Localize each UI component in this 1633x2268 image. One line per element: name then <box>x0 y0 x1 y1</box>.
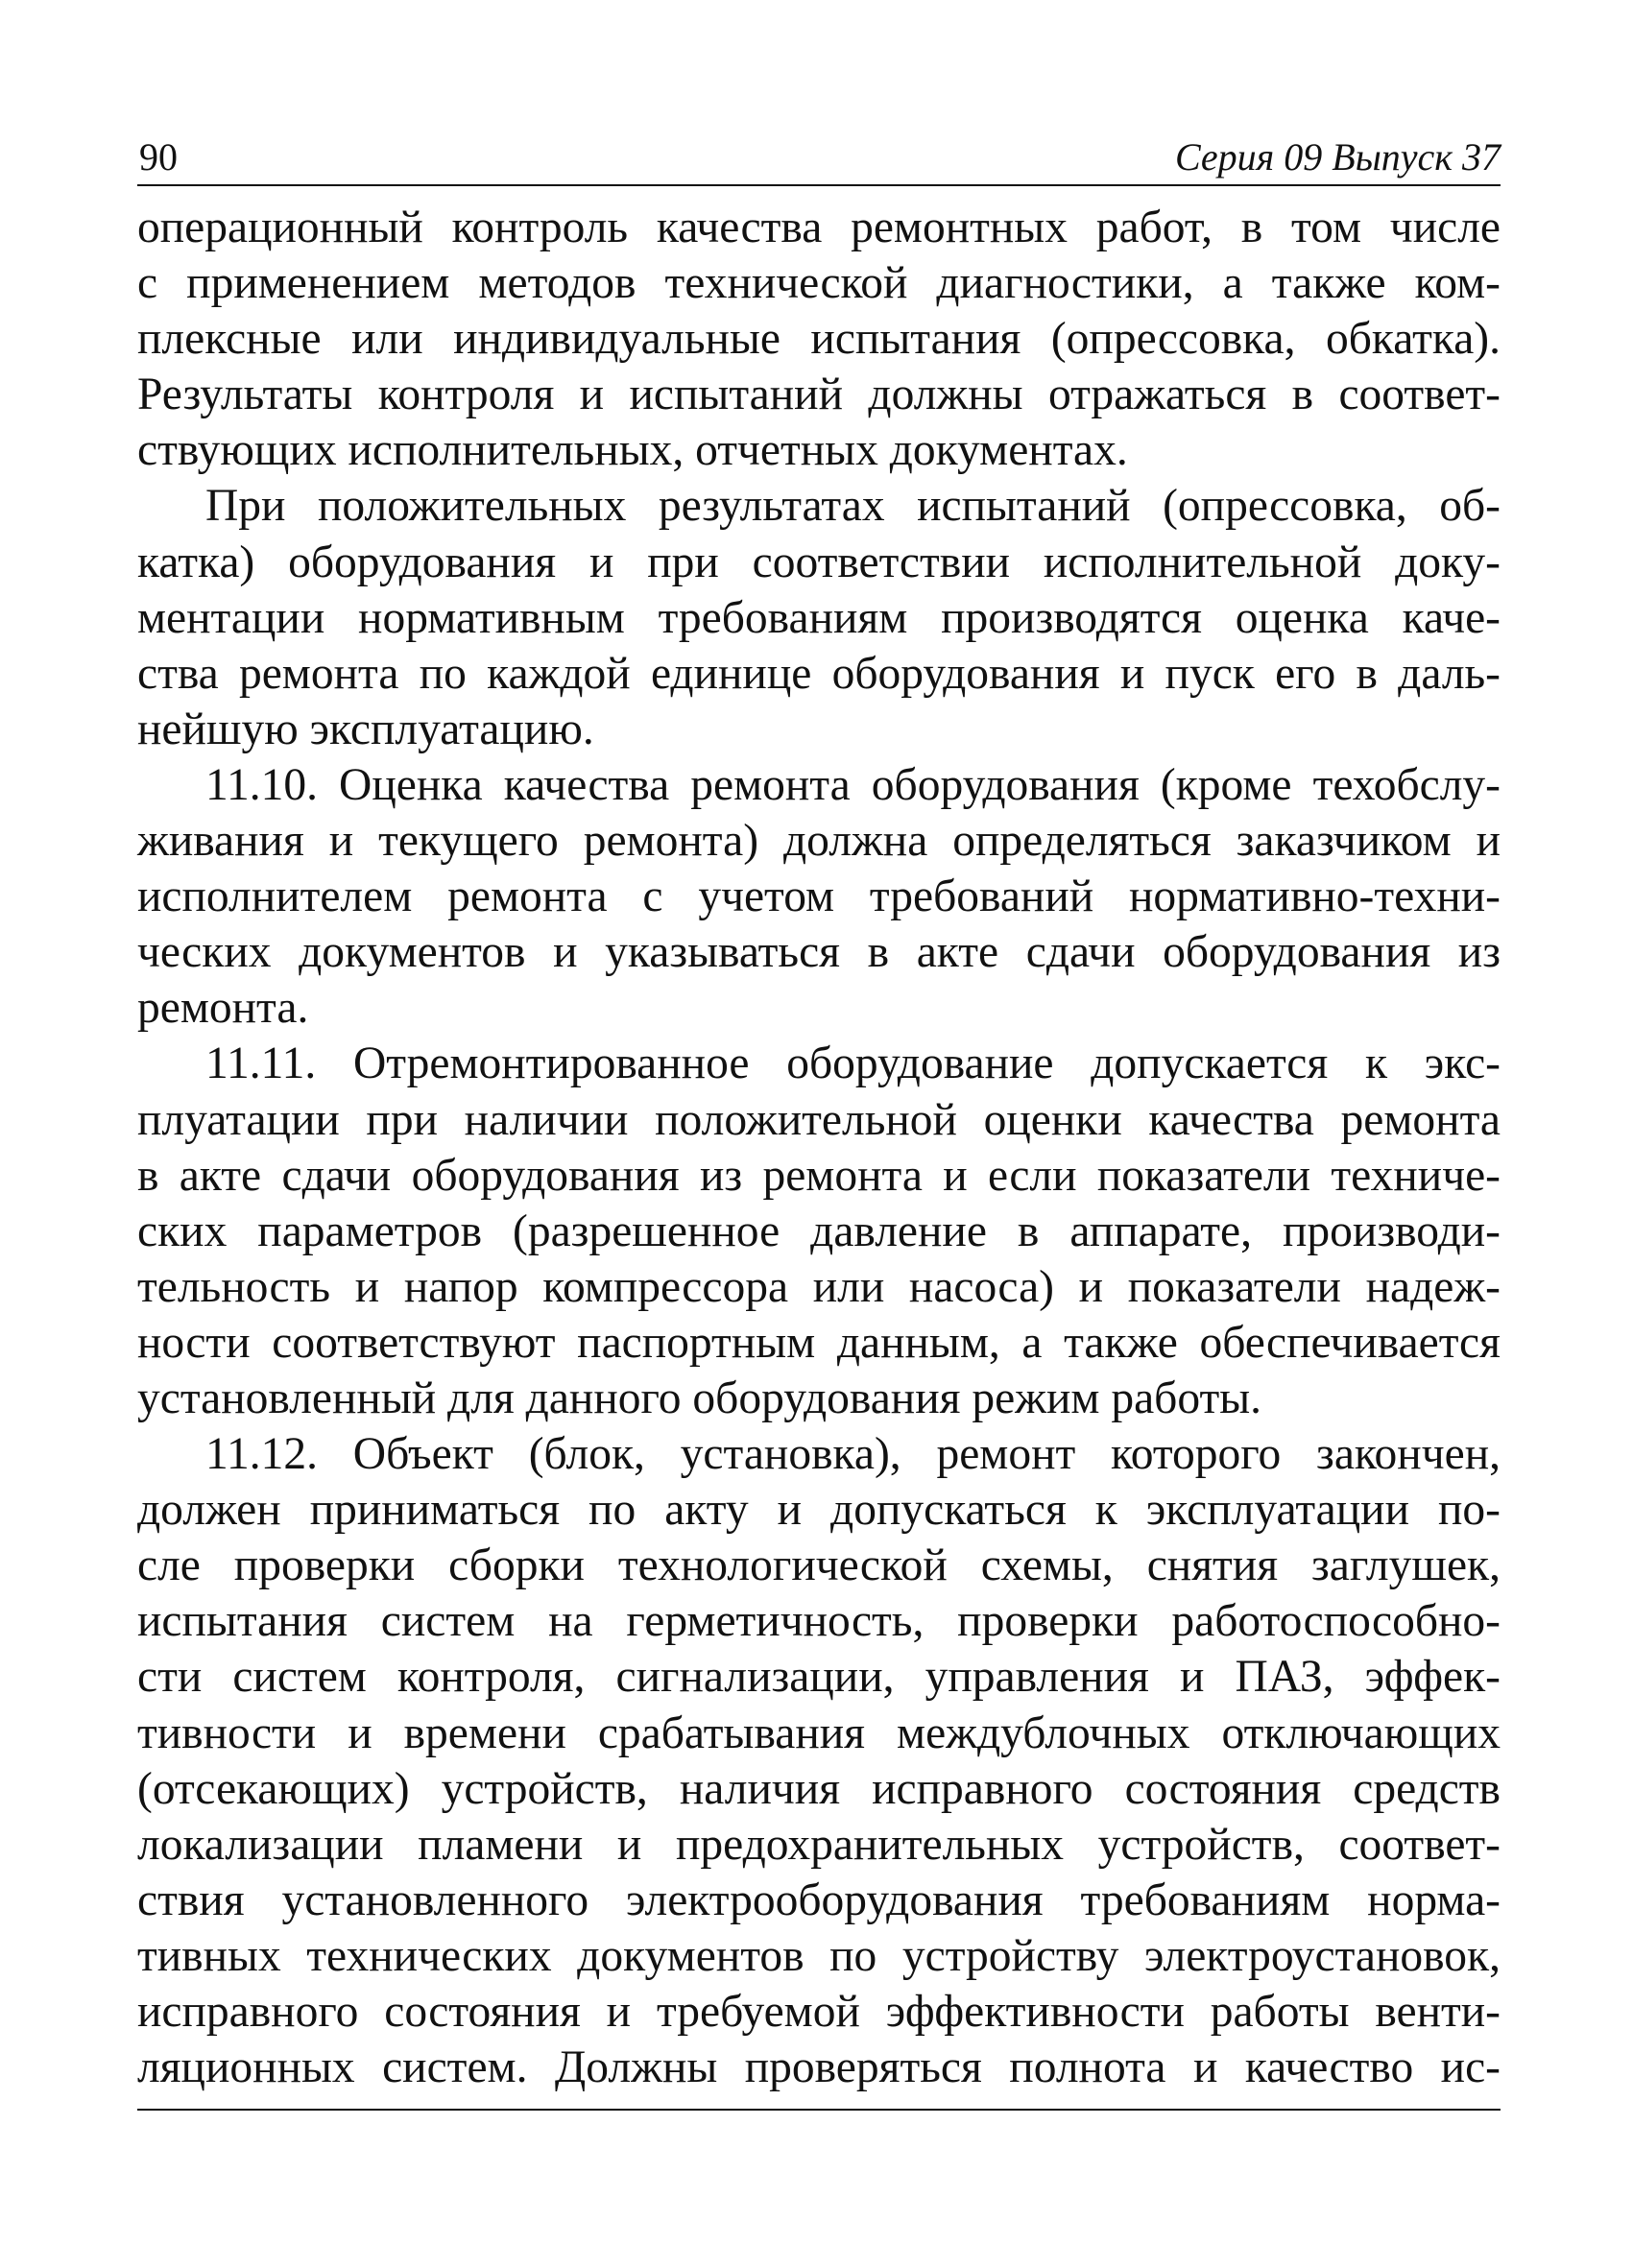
body-text <box>137 200 1501 2095</box>
text-line: ремонта. <box>137 983 309 1034</box>
text-line: сле проверки сборки технологической схемы, снятия заглушек, <box>137 1540 1501 1591</box>
text-line: испытания систем на герметичность, проверки работоспособно- <box>137 1596 1501 1647</box>
text-line: тельность и напор компрессора или насоса) и показатели надеж- <box>137 1261 1501 1312</box>
running-head <box>137 134 1501 184</box>
text-line: (отсекающих) устройств, наличия исправного состояния средств <box>137 1763 1501 1814</box>
text-line: в акте сдачи оборудования из ремонта и если показатели техниче- <box>137 1150 1501 1201</box>
text-line: плуатации при наличии положительной оценки качества ремонта <box>137 1094 1501 1145</box>
text-line: ляционных систем. Должны проверяться полнота и качество ис- <box>137 2042 1501 2093</box>
text-line: ческих документов и указываться в акте сдачи оборудования из <box>137 927 1501 978</box>
text-line: установленный для данного оборудования режим работы. <box>137 1373 1262 1423</box>
text-line: плексные или индивидуальные испытания (опрессовка, обкатка). <box>137 314 1501 365</box>
paragraph <box>137 200 1501 478</box>
text-line: ствующих исполнительных, отчетных документах. <box>137 425 1128 476</box>
text-line: тивности и времени срабатывания междублочных отключающих <box>137 1707 1501 1758</box>
text-line: исполнителем ремонта с учетом требований нормативно-техни- <box>137 871 1501 922</box>
text-line: нейшую эксплуатацию. <box>137 704 594 754</box>
text-line: локализации пламени и предохранительных устройств, соответ- <box>137 1819 1501 1870</box>
text-line: ства ремонта по каждой единице оборудования и пуск его в даль- <box>137 648 1501 699</box>
header-rule <box>137 184 1501 186</box>
paragraph <box>137 1426 1501 2095</box>
paragraph <box>137 757 1501 1036</box>
text-line: Результаты контроля и испытаний должны отражаться в соответ- <box>137 370 1501 420</box>
text-line: катка) оборудования и при соответствии исполнительной доку- <box>137 537 1501 587</box>
text-line: При положительных результатах испытаний (опрессовка, об- <box>205 481 1501 532</box>
text-line: ских параметров (разрешенное давление в аппарате, производи- <box>137 1206 1501 1256</box>
text-line: ствия установленного электрооборудования требованиям норма- <box>137 1874 1501 1925</box>
text-line: 11.10. Оценка качества ремонта оборудования (кроме техобслу- <box>205 759 1501 810</box>
text-line: исправного состояния и требуемой эффективности работы венти- <box>137 1987 1501 2037</box>
text-line: операционный контроль качества ремонтных работ, в том числе <box>137 203 1501 252</box>
text-line: 11.12. Объект (блок, установка), ремонт которого закончен, <box>205 1429 1501 1480</box>
footer-rule <box>137 2109 1501 2111</box>
text-line: ности соответствуют паспортным данным, а также обеспечивается <box>137 1317 1501 1368</box>
paragraph <box>137 478 1501 756</box>
paragraph <box>137 1036 1501 1426</box>
text-line: с применением методов технической диагностики, а также ком- <box>137 258 1501 309</box>
text-line: живания и текущего ремонта) должна определяться заказчиком и <box>137 816 1501 867</box>
text-line: сти систем контроля, сигнализации, управления и ПАЗ, эффек- <box>137 1652 1501 1703</box>
series-issue-label: Серия 09 Выпуск 37 <box>1174 135 1501 179</box>
text-line: 11.11. Отремонтированное оборудование допускается к экс- <box>205 1039 1501 1089</box>
document-page <box>137 134 1501 2111</box>
text-line: тивных технических документов по устройству электроустановок, <box>137 1930 1501 1981</box>
text-line: должен приниматься по акту и допускаться к эксплуатации по- <box>137 1485 1501 1536</box>
page-number: 90 <box>139 135 178 179</box>
text-line: ментации нормативным требованиям производятся оценка каче- <box>137 592 1501 643</box>
